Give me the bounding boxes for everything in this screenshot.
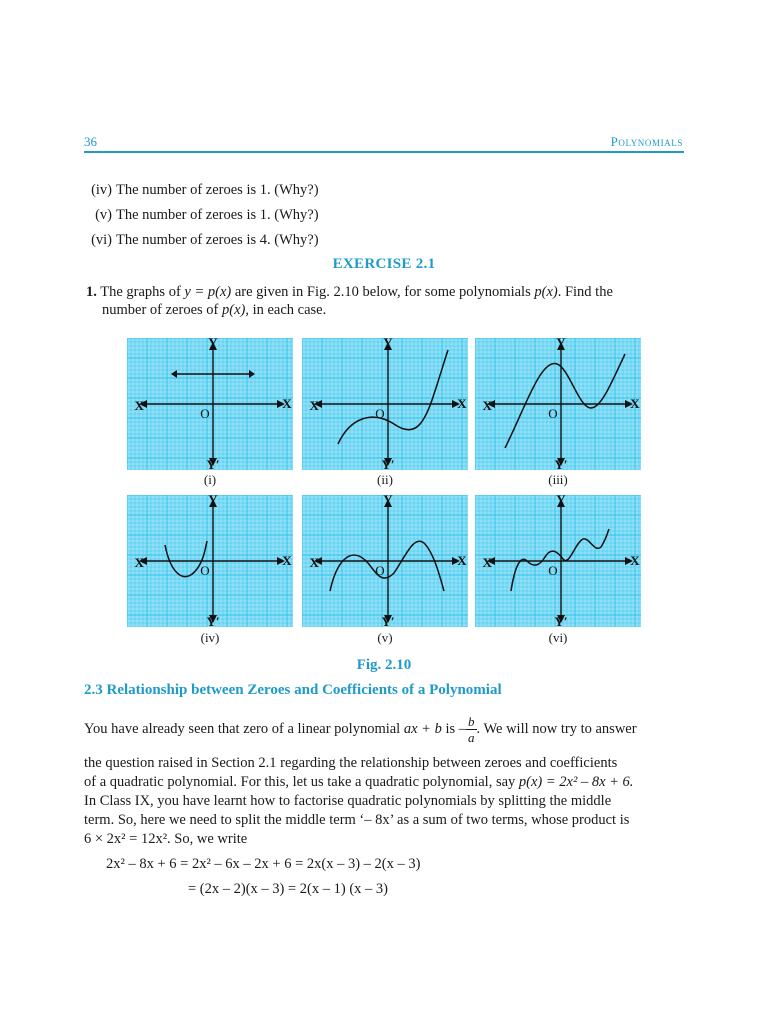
question-polynomial: p(x) <box>534 284 558 300</box>
question-polynomial-2: p(x) <box>221 302 246 318</box>
question-text-d: number of zeroes of <box>102 302 219 318</box>
graph-caption-v: (v) <box>377 630 393 645</box>
p2-line-4: term. So, here we need to split the middle term ‘– 8x’ as a sum of two terms, whose product is <box>84 812 630 828</box>
header-rule <box>84 151 684 153</box>
origin-label: O <box>200 406 210 421</box>
x-neg-axis-label: X′ <box>134 555 148 570</box>
x-axis-label: X <box>282 396 292 411</box>
x-neg-axis-label: X′ <box>482 555 496 570</box>
y-neg-axis-label: Y′ <box>554 457 568 470</box>
origin-label: O <box>375 406 385 421</box>
y-axis-label: Y <box>556 338 566 350</box>
figure-caption: Fig. 2.10 <box>356 657 412 673</box>
y-neg-axis-label: Y′ <box>381 614 395 627</box>
graph-caption-i: (i) <box>203 472 217 487</box>
p1-minus: – <box>458 720 466 737</box>
graph-caption-iii: (iii) <box>548 472 568 487</box>
graph-i <box>127 338 293 470</box>
page-number: 36 <box>84 134 97 149</box>
graph-iv <box>127 495 293 627</box>
question-number: 1. <box>86 284 97 300</box>
y-neg-axis-label: Y′ <box>381 457 395 470</box>
y-axis-label: Y <box>383 495 393 507</box>
y-neg-axis-label: Y′ <box>554 614 568 627</box>
reason-text: The number of zeroes is 1. (Why?) <box>116 182 319 198</box>
x-neg-axis-label: X′ <box>309 555 323 570</box>
origin-label: O <box>548 563 558 578</box>
running-head: Polynomials <box>610 134 683 149</box>
equation-line-2: = (2x – 2)(x – 3) = 2(x – 1) (x – 3) <box>188 881 388 897</box>
graph-iii <box>475 338 641 470</box>
p2-line-5: 6 × 2x² = 12x². So, we write <box>84 831 248 847</box>
graph-panel-i <box>127 338 293 470</box>
question-text-b: are given in Fig. 2.10 below, for some polynomials <box>234 284 531 300</box>
origin-label: O <box>375 563 385 578</box>
graph-caption-vi: (vi) <box>548 630 568 645</box>
graph-panel-ii <box>302 338 468 470</box>
graph-caption-iv: (iv) <box>200 630 220 645</box>
y-axis-label: Y <box>556 495 566 507</box>
reason-number: (v) <box>95 207 112 223</box>
p1-text-a: You have already seen that zero of a linear polynomial <box>84 720 401 737</box>
graph-ii <box>302 338 468 470</box>
equation-line-1: 2x² – 8x + 6 = 2x² – 6x – 2x + 6 = 2x(x – 3) – 2(x – 3) <box>106 856 421 872</box>
p1-text-b: . We will now try to answer <box>476 720 637 737</box>
x-neg-axis-label: X′ <box>482 398 496 413</box>
y-neg-axis-label: Y′ <box>206 614 220 627</box>
x-axis-label: X <box>282 553 292 568</box>
question-text-a: The graphs of <box>100 284 181 300</box>
fraction-b-over-a <box>466 714 477 745</box>
reason-item-iv <box>84 181 319 199</box>
p2-line-2 <box>84 773 684 792</box>
exercise-heading: EXERCISE 2.1 <box>332 256 436 272</box>
question-equation: y = p(x) <box>184 284 232 300</box>
graph-caption-ii: (ii) <box>377 472 393 487</box>
origin-label: O <box>200 563 210 578</box>
y-axis-label: Y <box>208 495 218 507</box>
x-neg-axis-label: X′ <box>309 398 323 413</box>
reason-item-v <box>84 206 319 224</box>
origin-label: O <box>548 406 558 421</box>
p2-line-3: In Class IX, you have learnt how to factorise quadratic polynomials by splitting the middle <box>84 793 612 809</box>
reason-number: (iv) <box>91 182 112 198</box>
p2-line-1: the question raised in Section 2.1 regarding the relationship between zeroes and coefficients <box>84 755 618 771</box>
reason-number: (vi) <box>91 232 112 248</box>
fraction-numerator: b <box>468 714 475 729</box>
graph-panel-iv <box>127 495 293 627</box>
reason-text: The number of zeroes is 1. (Why?) <box>116 207 319 223</box>
graph-panel-vi <box>475 495 641 627</box>
fraction-denominator: a <box>468 730 475 745</box>
paragraph-2 <box>84 754 684 849</box>
x-axis-label: X <box>457 553 467 568</box>
section-heading: 2.3 Relationship between Zeroes and Coefficients of a Polynomial <box>84 682 502 698</box>
question-text-e: , in each case. <box>245 302 327 318</box>
p1-expression: ax + b <box>403 720 442 737</box>
x-axis-label: X <box>630 396 640 411</box>
graph-panel-iii <box>475 338 641 470</box>
p2-polynomial: p(x) = 2x² – 8x + 6. <box>518 774 634 790</box>
question-1 <box>86 283 686 319</box>
p1-is: is <box>445 720 456 737</box>
question-text-c: . Find the <box>557 284 613 300</box>
x-neg-axis-label: X′ <box>134 398 148 413</box>
x-axis-label: X <box>630 553 640 568</box>
y-axis-label: Y <box>383 338 393 350</box>
graph-panel-v <box>302 495 468 627</box>
x-axis-label: X <box>457 396 467 411</box>
reason-item-vi <box>84 231 319 249</box>
paragraph-line-1 <box>84 714 637 745</box>
graph-v <box>302 495 468 627</box>
p2-line-2a: of a quadratic polynomial. For this, let us take a quadratic polynomial, say <box>84 774 516 790</box>
reason-text: The number of zeroes is 4. (Why?) <box>116 232 319 248</box>
y-neg-axis-label: Y′ <box>206 457 220 470</box>
graph-vi <box>475 495 641 627</box>
y-axis-label: Y <box>208 338 218 350</box>
